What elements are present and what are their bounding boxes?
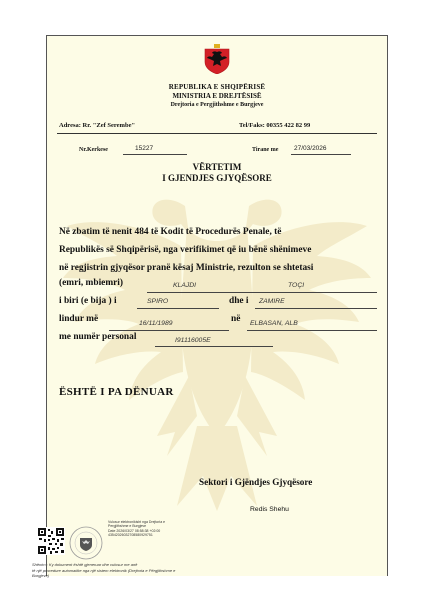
digital-signature-line-4: 43542026032708580929751 — [108, 532, 153, 537]
father-name: SPIRO — [147, 298, 169, 305]
ministry-name: MINISTRIA E DREJTËSISË — [172, 92, 262, 100]
issuing-sector: Sektori i Gjëndjes Gjyqësore — [199, 477, 313, 487]
born-label: lindur më — [59, 314, 99, 324]
address: Adresa: Rr. "Zef Serembe" — [59, 122, 136, 129]
birth-place: ELBASAN, ALB — [250, 320, 298, 327]
verdict-text: ËSHTË I PA DËNUAR — [59, 386, 174, 398]
mother-underline — [255, 308, 377, 309]
footnote-line-2: të një procedure automatike nga një sistem elektronik (Drejtoria e Përgjithshme e — [32, 567, 176, 573]
father-underline — [137, 308, 219, 309]
personal-number-underline — [155, 346, 273, 347]
place-date-label: Tirane me — [252, 147, 279, 153]
child-of-label: i biri (e bija ) i — [59, 296, 117, 306]
tel-fax: Tel/Faks: 00355 422 82 99 — [239, 122, 311, 129]
official-stamp-icon — [68, 525, 104, 561]
albania-coat-of-arms-icon — [204, 44, 230, 74]
document-subtitle: I GJENDJES GJYQËSORE — [162, 173, 272, 183]
request-number: 15227 — [135, 145, 154, 152]
request-number-label: Nr.Kerkese — [79, 147, 108, 153]
personal-number: I91116005E — [175, 337, 211, 344]
qr-code-icon — [37, 527, 65, 555]
and-label: dhe i — [229, 296, 249, 306]
request-date-underline — [291, 154, 351, 155]
directorate-name: Drejtoria e Pergjithshme e Burgjeve — [170, 102, 264, 108]
document-title: VËRTETIM — [192, 162, 242, 172]
footnote-line-3: Burgjeve) — [32, 573, 50, 578]
footnote-line-1: Shënim : Ky dokument është gjeneruar dhe vulosur me anë — [32, 562, 138, 567]
birth-date: 16/11/1989 — [139, 320, 173, 327]
digital-signature-line-2: Pergjithshme e Burgjeve — [108, 524, 147, 529]
first-name: KLAJDI — [173, 282, 197, 289]
statement-line-1: Në zbatim të nenit 484 të Kodit të Procedurës Penale, të — [59, 227, 282, 237]
header-divider — [57, 133, 377, 134]
digital-signature-line-1: Vulosur elektronikisht nga Drejtoria e — [108, 520, 166, 524]
name-underline — [147, 292, 377, 293]
statement-line-3: në regjistrin gjyqësor pranë kësaj Ministrie, rezulton se shtetasi — [59, 263, 314, 273]
last-name: TOÇI — [288, 282, 305, 289]
birth-date-underline — [109, 330, 229, 331]
birthplace-label: në — [231, 314, 241, 324]
mother-name: ZAMIRE — [259, 298, 285, 305]
request-number-underline — [123, 154, 187, 155]
statement-line-2: Republikës së Shqipërisë, nga verifikimet që iu bënë shënimeve — [59, 245, 312, 255]
birth-place-underline — [247, 330, 377, 331]
official-name: Redis Shehu — [250, 506, 289, 513]
country-name: REPUBLIKA E SHQIPËRISË — [168, 83, 266, 91]
name-label: (emri, mbiemri) — [59, 278, 124, 288]
personal-number-label: me numër personal — [59, 332, 137, 342]
digital-signature-line-3: Date 2026/03/27 08:58:38 +02:00 — [108, 528, 161, 533]
certificate-page — [46, 35, 388, 576]
footnote — [32, 562, 192, 579]
request-date: 27/03/2026 — [294, 145, 327, 152]
digital-signature-info — [108, 520, 228, 537]
